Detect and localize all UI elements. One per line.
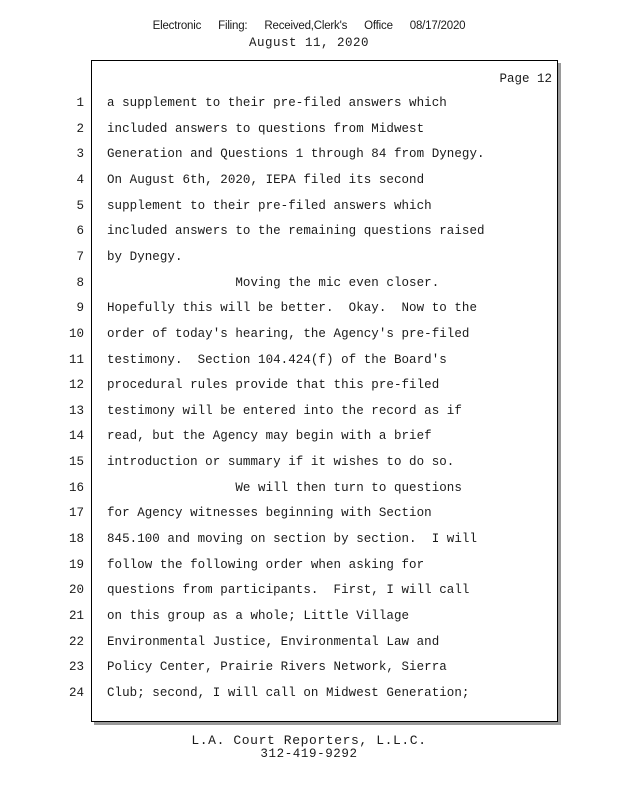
line-text: Generation and Questions 1 through 84 from Dynegy. bbox=[107, 147, 485, 161]
stamp-filing: Filing: bbox=[218, 20, 248, 32]
line-text: testimony. Section 104.424(f) of the Board's bbox=[107, 353, 447, 367]
line-text: included answers to questions from Midwest bbox=[107, 122, 425, 136]
line-number: 18 bbox=[68, 532, 84, 546]
stamp-received: Received,Clerk's bbox=[264, 20, 348, 32]
filing-stamp bbox=[0, 20, 618, 32]
line-text: by Dynegy. bbox=[107, 250, 183, 264]
line-text: Policy Center, Prairie Rivers Network, Sierra bbox=[107, 660, 447, 674]
line-number: 21 bbox=[68, 609, 84, 623]
line-number: 14 bbox=[68, 429, 84, 443]
line-number: 4 bbox=[76, 173, 84, 187]
line-number: 15 bbox=[68, 455, 84, 469]
page-number: Page 12 bbox=[499, 72, 552, 86]
line-text: 845.100 and moving on section by section. I will bbox=[107, 532, 478, 546]
line-text: for Agency witnesses beginning with Section bbox=[107, 506, 432, 520]
line-text: Environmental Justice, Environmental Law and bbox=[107, 635, 440, 649]
line-number: 1 bbox=[76, 96, 84, 110]
line-text: We will then turn to questions bbox=[107, 481, 462, 495]
line-number: 22 bbox=[68, 635, 84, 649]
line-number: 16 bbox=[68, 481, 84, 495]
line-text: follow the following order when asking for bbox=[107, 558, 425, 572]
line-text: on this group as a whole; Little Village bbox=[107, 609, 410, 623]
line-text: Club; second, I will call on Midwest Generation; bbox=[107, 686, 470, 700]
line-text: Moving the mic even closer. bbox=[107, 276, 440, 290]
line-text: Hopefully this will be better. Okay. Now to the bbox=[107, 301, 478, 315]
line-text: introduction or summary if it wishes to do so. bbox=[107, 455, 455, 469]
line-number: 17 bbox=[68, 506, 84, 520]
line-text: On August 6th, 2020, IEPA filed its second bbox=[107, 173, 425, 187]
line-text: a supplement to their pre-filed answers which bbox=[107, 96, 447, 110]
stamp-date: 08/17/2020 bbox=[409, 20, 466, 32]
line-number: 23 bbox=[68, 660, 84, 674]
line-number: 10 bbox=[68, 327, 84, 341]
line-number: 19 bbox=[68, 558, 84, 572]
line-text: included answers to the remaining questions raised bbox=[107, 224, 485, 238]
line-number: 8 bbox=[76, 276, 84, 290]
line-number: 6 bbox=[76, 224, 84, 238]
line-text: procedural rules provide that this pre-filed bbox=[107, 378, 440, 392]
line-number: 12 bbox=[68, 378, 84, 392]
hearing-date: August 11, 2020 bbox=[248, 36, 370, 50]
line-number: 20 bbox=[68, 583, 84, 597]
line-number: 5 bbox=[76, 199, 84, 213]
footer-phone: 312-419-9292 bbox=[260, 747, 358, 761]
line-number: 9 bbox=[76, 301, 84, 315]
line-number: 7 bbox=[76, 250, 84, 264]
line-text: read, but the Agency may begin with a brief bbox=[107, 429, 432, 443]
line-text: testimony will be entered into the record as if bbox=[107, 404, 462, 418]
line-number: 24 bbox=[68, 686, 84, 700]
line-text: order of today's hearing, the Agency's pre-filed bbox=[107, 327, 470, 341]
stamp-electronic: Electronic bbox=[152, 20, 202, 32]
footer-company: L.A. Court Reporters, L.L.C. bbox=[191, 733, 427, 748]
line-number: 13 bbox=[68, 404, 84, 418]
line-number: 11 bbox=[68, 353, 84, 367]
line-number: 3 bbox=[76, 147, 84, 161]
stamp-office: Office bbox=[364, 20, 393, 32]
line-text: supplement to their pre-filed answers which bbox=[107, 199, 432, 213]
line-text: questions from participants. First, I will call bbox=[107, 583, 470, 597]
line-number: 2 bbox=[76, 122, 84, 136]
